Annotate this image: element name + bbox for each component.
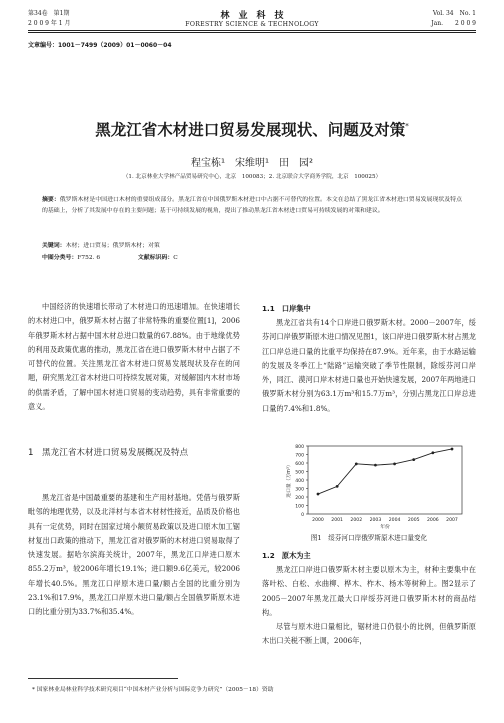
x-tick-label: 2007 — [446, 518, 458, 523]
y-tick-label: 600 — [295, 461, 304, 467]
article-number: 文章编号：1001－7499（2009）01－0060－04 — [28, 42, 172, 49]
figure-1-chart — [262, 440, 476, 530]
section-1-body — [28, 491, 240, 620]
subsection-1-2-heading: 1.2 原木为主 — [262, 551, 311, 560]
authors: 程宝栋¹ 宋维明¹ 田 园² — [190, 158, 314, 169]
plot-frame — [308, 446, 462, 514]
keywords — [42, 240, 160, 253]
section-1-heading: 1 黑龙江省木材进口贸易发展概况及特点 — [28, 448, 189, 458]
x-tick-label: 2004 — [388, 518, 401, 523]
intro-paragraph: 中国经济的快速增长带动了木材进口的迅速增加。在快速增长的木材进口中，俄罗斯木材占据了非常特殊的重要位置[1]，2006年俄罗斯木材占据中国木材总进口数量的67.88%。由于地缘优势的利用及政策优惠的推动，黑龙江省在进口俄罗斯木材中占据了不可替代的位置。关注黑龙江省木材进口贸易发展现状及存在的问题，研究黑龙江省木材进口可持续发展对策，对缓解国内木材市场的供需矛盾，了解中国木材进口贸易的变动趋势，具有非常重要的意义。 — [28, 302, 240, 412]
data-point — [374, 464, 377, 467]
x-tick-label: 2002 — [350, 518, 363, 523]
title-footnote-mark: * — [405, 122, 409, 131]
header-rule-thin — [28, 32, 476, 33]
subsection-1-2-paragraph-2: 尽管与原木进口量相比，锯材进口仍很小的比例，但俄罗斯原木出口关税不断上调，2006年， — [262, 622, 476, 646]
data-point — [317, 493, 320, 496]
journal-title-cn: 林 业 科 技 — [220, 11, 284, 21]
x-tick-label: 2006 — [427, 518, 439, 523]
figure-1-caption: 图1 绥芬河口岸俄罗斯原木进口量变化 — [310, 534, 428, 542]
clc-value: F752. 6 — [77, 255, 101, 261]
y-tick-label: 200 — [295, 495, 304, 501]
affiliation: （1. 北京林业大学林产品贸易研究中心，北京 100083；2. 北京联合大学商务学院，北京 100025） — [122, 174, 382, 180]
data-point — [431, 451, 434, 454]
journal-title-en: FORESTRY SCIENCE & TECHNOLOGY — [185, 21, 319, 28]
header-rule — [28, 30, 476, 31]
footnote-rule — [28, 678, 178, 679]
footnote — [32, 684, 274, 693]
subsection-1-2-paragraph: 黑龙江口岸进口俄罗斯木材主要以原木为主，材种主要集中在落叶松、白松、水曲柳、桦木、柞木、杨木等树种上。图2显示了2005－2007年黑龙江最大口岸绥芬河进口俄罗斯木材的商品结构。 — [262, 565, 476, 617]
subsection-1-1-body — [262, 316, 476, 416]
x-tick-label: 2000 — [312, 518, 324, 523]
subsection-1-2-body — [262, 563, 476, 649]
title-block — [28, 118, 476, 140]
doc-code-label: 文献标识码： — [137, 254, 174, 261]
x-tick-label: 2005 — [407, 518, 420, 523]
abstract — [42, 194, 462, 218]
journal-date-cn: 2 0 0 9 年 1 月 — [28, 20, 71, 27]
journal-volume-en: Vol. 34 No. 1 — [432, 10, 476, 17]
x-tick-label: 2003 — [369, 518, 382, 523]
y-tick-label: 100 — [295, 504, 304, 510]
y-tick-label: 700 — [295, 453, 304, 459]
data-point — [451, 448, 454, 451]
y-axis-label: 进口量（万m³） — [287, 462, 292, 498]
y-tick-label: 0 — [301, 512, 304, 518]
subsection-1-1-paragraph: 黑龙江省共有14个口岸进口俄罗斯木材。2000－2007年，绥芬河口岸俄罗斯原木进口情况见图1，该口岸进口俄罗斯木材占黑龙江口岸总进口量的比重平均保持在87.9%。近年来，由于水路运输的发展及冬季江上“陆路”运输突破了季节性限制，除绥芬河口岸外，同江、漠河口岸木材进口量也开始快速发展，2007年两地进口俄罗斯木材分别为63.1万m³和15.7万m³，分别占黑龙江口岸总进口量的7.4%和1.8%。 — [262, 318, 476, 413]
article-title: 黑龙江省木材进口贸易发展现状、问题及对策 — [95, 121, 406, 139]
data-point — [336, 485, 339, 488]
x-tick-label: 2001 — [331, 518, 343, 523]
footnote-text: 国家林业局林业科学技术研究项目“中国木材产业分析与国际竞争力研究”（2005－18）资助 — [36, 687, 274, 693]
y-tick-label: 800 — [295, 444, 304, 450]
x-axis-label: 年份 — [380, 525, 390, 530]
section-1-paragraph: 黑龙江省是中国最重要的基建和生产用材基地。凭借与俄罗斯毗邻的地理优势，以及北洋材与本省木材材性接近，品质及价格也具有一定优势，同时在国家过境小额贸易政策以及进口原木加工锯材复出口政策的推动下，黑龙江省对俄罗斯的木材进口贸易取得了快速发展。据哈尔滨海关统计，2007年，黑龙江口岸进口原木855.2万m³，较2006年增长19.1%；进口额9.6亿美元，较2006年增长40.5%。黑龙江口岸原木进口量/额占全国的比重分别为23.1%和17.9%，黑龙江口岸原木进口量/额占全国俄罗斯原木进口的比重分别为33.7%和35.4%。 — [28, 493, 240, 617]
abstract-text: 俄罗斯木材是中国进口木材的重要组成部分。黑龙江省在中国俄罗斯木材进口中占据不可替代的位置。本文在总结了黑龙江省木材进口贸易发展现状及特点的基础上，分析了其发展中存在的主要问题；基于可持续发展的视角，提出了推动黑龙江省木材进口贸易可持续发展的对策和建议。 — [42, 197, 463, 215]
keywords-label: 关键词： — [42, 242, 66, 249]
footnote-mark: * — [32, 687, 35, 693]
classification — [42, 252, 178, 265]
abstract-label: 摘要： — [42, 196, 60, 203]
data-point — [355, 462, 358, 465]
journal-volume-cn: 第34卷 第1期 — [28, 10, 70, 17]
journal-date-en: Jan. 2 0 0 9 — [431, 20, 476, 27]
data-point — [412, 458, 415, 461]
y-tick-label: 500 — [295, 470, 304, 476]
y-tick-label: 300 — [295, 487, 304, 493]
introduction — [28, 300, 240, 414]
subsection-1-1-heading: 1.1 口岸集中 — [262, 304, 311, 313]
doc-code-value: C — [173, 255, 178, 261]
data-point — [393, 462, 396, 465]
y-tick-label: 400 — [295, 478, 304, 484]
keywords-text: 木材；进口贸易；俄罗斯木材；对策 — [65, 243, 160, 249]
clc-label: 中图分类号： — [42, 254, 78, 261]
